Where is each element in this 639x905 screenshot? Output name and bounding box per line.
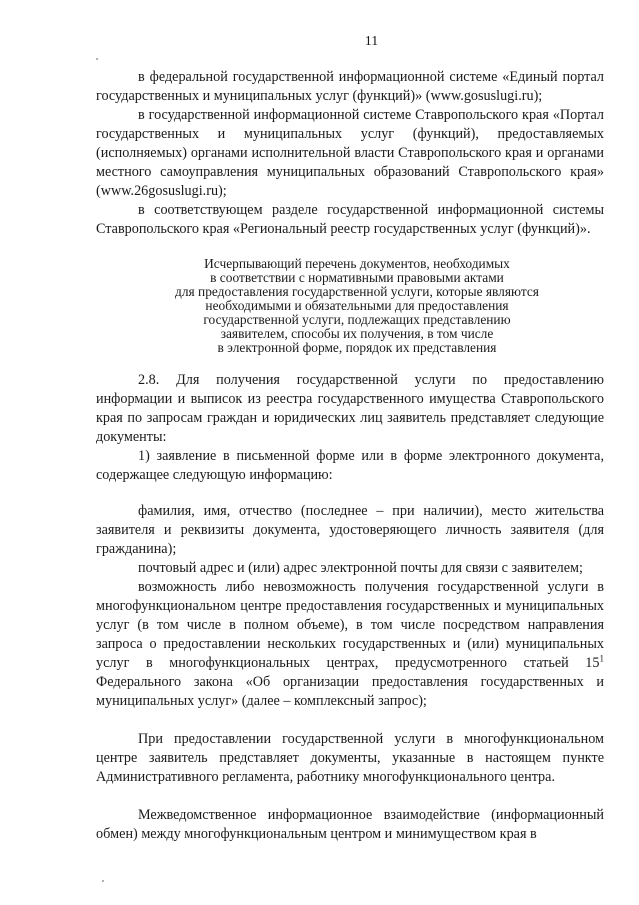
paragraph-applicant-address: почтовый адрес и (или) адрес электронной почты для связи с заявителем; [138, 560, 583, 576]
heading-line: государственной услуги, подлежащих представлению [203, 312, 511, 327]
section-heading [96, 257, 604, 355]
paragraph-regional-registry: в соответствующем разделе государственной информационной системы Ставропольского края «Региональный реестр государственных услуг (функций)». [96, 202, 604, 237]
paragraph-mfc: При предоставлении государственной услуги в многофункциональном центре заявитель представляет документы, указанные в настоящем пункте Административного регламента, работнику многофункционального центра. [96, 731, 604, 785]
complex-request-text-end: Федерального закона «Об организации предоставления государственных и муниципальных услуг» (далее – комплексный запрос); [96, 674, 604, 709]
paragraph-applicant-identity: фамилия, имя, отчество (последнее – при наличии), место жительства заявителя и реквизиты документа, удостоверяющего личность заявителя (для гражданина); [96, 503, 604, 557]
paragraph-complex-request [96, 578, 604, 711]
paragraph-epgu: в федеральной государственной информационной системе «Единый портал государственных и муниципальных услуг (функций)» (www.gosuslugi.ru); [96, 69, 604, 104]
spacer [96, 485, 604, 502]
heading-line: в соответствии с нормативными правовыми актами [210, 270, 504, 285]
spacer [96, 787, 604, 806]
article-superscript: 1 [599, 653, 604, 664]
spacer [96, 711, 604, 730]
heading-line: необходимыми и обязательными для предоставления [205, 298, 509, 313]
scan-speck [102, 880, 104, 882]
heading-line: заявителем, способы их получения, в том числе [220, 326, 494, 341]
paragraph-regional-portal: в государственной информационной системе Ставропольского края «Портал государственных и муниципальных услуг (функций), предоставляемых (исполняемых) органами исполнительной власти Ставропольского края и органами местного самоуправления муниципальных образований Ставропольского края» (www.26gosuslugi.ru); [96, 107, 604, 199]
complex-request-text: возможность либо невозможность получения государственной услуги в многофункциональном центре предоставления государственных и муниципальных услуг (в том числе в полном объеме), в том числе посредством направления запроса о предоставлении нескольких государственных и (или) муниципальных услуг в многофункциональных центрах, предусмотренного статьей 15 [96, 579, 604, 671]
scan-speck [96, 58, 98, 60]
page-number: 11 [364, 34, 379, 49]
page-body [96, 68, 604, 844]
heading-line: для предоставления государственной услуги, которые являются [175, 284, 539, 299]
paragraph-item-1: 1) заявление в письменной форме или в форме электронного документа, содержащее следующую информацию: [96, 448, 604, 483]
heading-line: Исчерпывающий перечень документов, необходимых [204, 256, 510, 271]
paragraph-interagency: Межведомственное информационное взаимодействие (информационный обмен) между многофункциональным центром и минимуществом края в [96, 807, 604, 842]
heading-line: в электронной форме, порядок их представления [217, 340, 497, 355]
paragraph-2-8: 2.8. Для получения государственной услуги по предоставлению информации и выписок из реестра государственного имущества Ставропольского края по запросам граждан и юридических лиц заявитель представляет следующие документы: [96, 372, 604, 445]
